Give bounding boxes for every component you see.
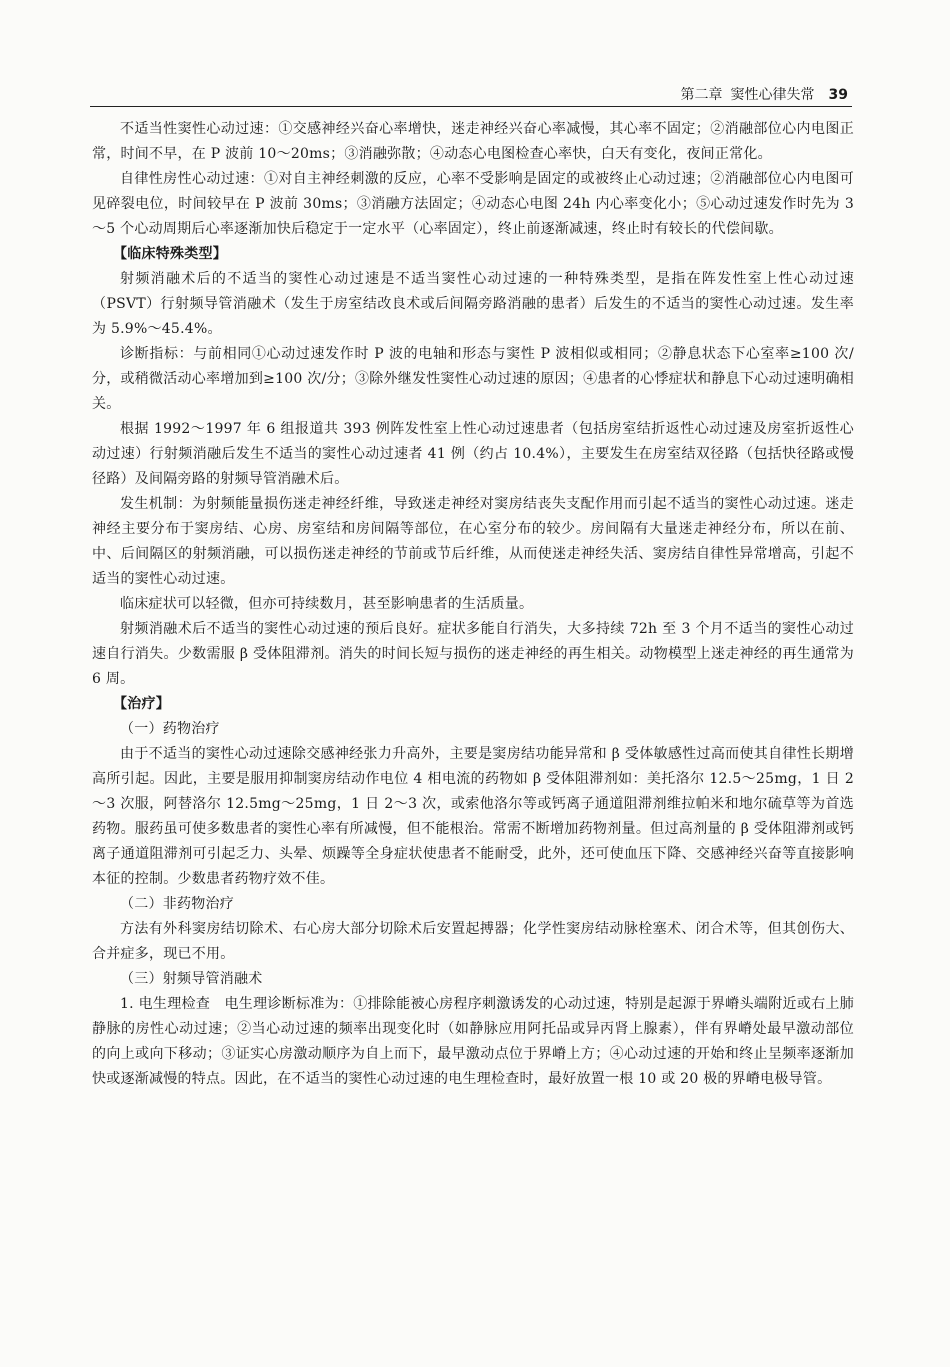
subsection-heading: （二）非药物治疗 (120, 896, 234, 912)
page-body (92, 117, 854, 1092)
paragraph: 由于不适当的窦性心动过速除交感神经张力升高外，主要是窦房结功能异常和 β 受体敏感性过高而使其自律性长期增高所引起。因此，主要是服用抑制窦房结动作电位 4 相电流的药物如 β 受体阻滞剂如：美托洛尔 12.5～25mg，1 日 2～3 次服，阿替洛尔 12.5mg～25mg，1 日 2～3 次，或索他洛尔等或钙离子通道阻滞剂维拉帕米和地尔硫草等为首选药物。服药虽可使多数患者的窦性心率有所减慢，但不能根治。常需不断增加药物剂量。但过高剂量的 β 受体阻滞剂或钙离子通道阻滞剂可引起乏力、头晕、烦躁等全身症状使患者不能耐受，此外，还可使血压下降、交感神经兴奋等直接影响本征的控制。少数患者药物疗效不佳。 (92, 746, 854, 887)
paragraph: 自律性房性心动过速：①对自主神经刺激的反应，心率不受影响是固定的或被终止心动过速；②消融部位心内电图可见碎裂电位，时间较早在 P 波前 30ms；③消融方法固定；④动态心电图 24h 内心率变化小；⑤心动过速发作时先为 3～5 个心动周期后心率逐渐加快后稳定于一定水平（心率固定），终止前逐渐减速，终止时有较长的代偿间歇。 (92, 171, 854, 237)
section-heading: 【临床特殊类型】 (113, 246, 227, 262)
section-heading: 【治疗】 (113, 696, 170, 712)
section-title: 窦性心律失常 (730, 87, 815, 103)
paragraph: 射频消融术后的不适当的窦性心动过速是不适当窦性心动过速的一种特殊类型，是指在阵发性室上性心动过速（PSVT）行射频导管消融术（发生于房室结改良术或后间隔旁路消融的患者）后发生的不适当的窦性心动过速。发生率为 5.9%～45.4%。 (92, 271, 854, 337)
subsection-heading: （三）射频导管消融术 (120, 971, 263, 987)
paragraph: 方法有外科窦房结切除术、右心房大部分切除术后安置起搏器；化学性窦房结动脉栓塞术、闭合术等，但其创伤大、合并症多，现已不用。 (92, 921, 854, 962)
paragraph: 根据 1992～1997 年 6 组报道共 393 例阵发性室上性心动过速患者（包括房室结折返性心动过速及房室折返性心动过速）行射频消融后发生不适当的窦性心动过速者 41 例（约占 10.4%），主要发生在房室结双径路（包括快径路或慢径路）及间隔旁路的射频导管消融术后。 (92, 421, 854, 487)
running-header (90, 86, 852, 107)
paragraph: 射频消融术后不适当的窦性心动过速的预后良好。症状多能自行消失，大多持续 72h 至 3 个月不适当的窦性心动过速自行消失。少数需服 β 受体阻滞剂。消失的时间长短与损伤的迷走神经的再生相关。动物模型上迷走神经的再生通常为 6 周。 (92, 621, 854, 687)
paragraph: 诊断指标：与前相同①心动过速发作时 P 波的电轴和形态与窦性 P 波相似或相同；②静息状态下心室率≥100 次/分，或稍微活动心率增加到≥100 次/分；③除外继发性窦性心动过速的原因；④患者的心悸症状和静息下心动过速明确相关。 (92, 346, 854, 412)
paragraph: 发生机制：为射频能量损伤迷走神经纤维，导致迷走神经对窦房结丧失支配作用而引起不适当的窦性心动过速。迷走神经主要分布于窦房结、心房、房室结和房间隔等部位，在心室分布的较少。房间隔有大量迷走神经分布，所以在前、中、后间隔区的射频消融，可以损伤迷走神经的节前或节后纤维，从而使迷走神经失活、窦房结自律性异常增高，引起不适当的窦性心动过速。 (92, 496, 854, 587)
paragraph: 不适当性窦性心动过速：①交感神经兴奋心率增快，迷走神经兴奋心率减慢，其心率不固定；②消融部位心内电图正常，时间不早，在 P 波前 10～20ms；③消融弥散；④动态心电图检查心率快，白天有变化，夜间正常化。 (92, 121, 854, 162)
paragraph: 1. 电生理检查 电生理诊断标准为：①排除能被心房程序刺激诱发的心动过速，特别是起源于界嵴头端附近或右上肺静脉的房性心动过速；②当心动过速的频率出现变化时（如静脉应用阿托品或异丙肾上腺素），伴有界嵴处最早激动部位的向上或向下移动；③证实心房激动顺序为自上而下，最早激动点位于界嵴上方；④心动过速的开始和终止呈频率逐渐加快或逐渐减慢的特点。因此，在不适当的窦性心动过速的电生理检查时，最好放置一根 10 或 20 极的界嵴电极导管。 (92, 996, 854, 1087)
chapter-label: 第二章 (680, 87, 723, 103)
page-number: 39 (828, 87, 848, 103)
paragraph: 临床症状可以轻微，但亦可持续数月，甚至影响患者的生活质量。 (120, 596, 534, 612)
subsection-heading: （一）药物治疗 (120, 721, 220, 737)
